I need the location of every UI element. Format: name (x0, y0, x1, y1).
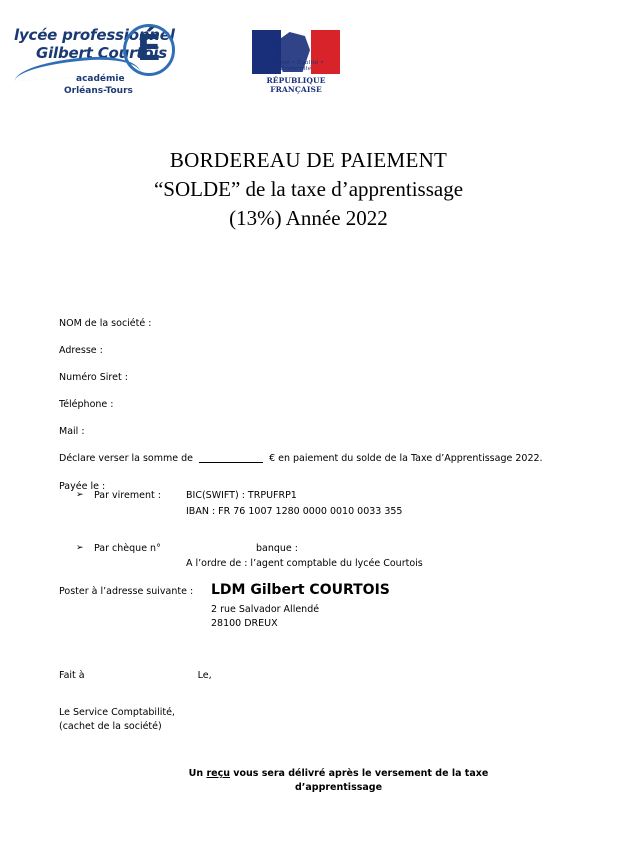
field-phone: Téléphone : (59, 399, 114, 410)
signature-service: Le Service Comptabilité, (59, 707, 175, 718)
title-line-3: (13%) Année 2022 (229, 206, 388, 230)
footer-note (0, 768, 617, 793)
field-paid-on: Payée le : (59, 481, 106, 492)
mailing-street: 2 rue Salvador Allendé (211, 604, 320, 615)
field-mail: Mail : (59, 426, 85, 437)
declare-suffix: € en paiement du solde de la Taxe d’Apprentissage 2022. (269, 453, 543, 464)
amount-blank-line[interactable] (199, 462, 263, 463)
school-logo-emblem-icon (123, 24, 175, 76)
footer-line-1 (0, 768, 617, 779)
signature-place-date (59, 670, 212, 681)
mailing-label: Poster à l’adresse suivante : (59, 586, 194, 597)
republic-label: RÉPUBLIQUE FRANÇAISE (266, 76, 326, 94)
transfer-label: Par virement : (94, 490, 161, 501)
mailing-city: 28100 DREUX (211, 618, 278, 629)
field-company-name: NOM de la société : (59, 318, 152, 329)
republic-devise: Liberté • Égalité • Fraternité (268, 60, 324, 72)
payment-transfer-row (76, 490, 423, 501)
document-title (0, 148, 617, 231)
footer-underlined-word: reçu (206, 768, 230, 779)
footer-line-2: d’apprentissage (294, 782, 383, 793)
payment-cheque-row (76, 543, 423, 554)
bullet-arrow-icon: ➢ (76, 542, 84, 553)
school-logo (14, 24, 189, 96)
academy-label-line1: académie (76, 74, 125, 84)
signature-date-label: Le, (197, 670, 212, 681)
declare-prefix: Déclare verser la somme de (59, 453, 193, 464)
cheque-bank-label: banque : (256, 542, 298, 554)
footer-prefix: Un (188, 768, 207, 779)
school-logo-line1: lycée professionnel (14, 26, 175, 44)
cheque-order-line: A l’ordre de : l’agent comptable du lycée Courtois (186, 557, 423, 569)
footer-suffix: vous sera délivré après le versement de la taxe (229, 768, 489, 779)
transfer-iban: IBAN : FR 76 1007 1280 0000 0010 0033 355 (186, 506, 403, 517)
title-line-1: BORDEREAU DE PAIEMENT (169, 148, 448, 172)
signature-place-label: Fait à (59, 670, 85, 681)
title-line-2: “SOLDE” de la taxe d’apprentissage (153, 177, 464, 201)
academy-label-line2: Orléans-Tours (64, 86, 133, 96)
field-declared-amount (59, 453, 579, 464)
mailing-recipient: LDM Gilbert COURTOIS (211, 582, 390, 598)
republique-francaise-logo (250, 30, 342, 92)
cheque-label: Par chèque n° (94, 542, 161, 554)
field-address: Adresse : (59, 345, 103, 356)
school-logo-line2: Gilbert Courtois (36, 44, 168, 62)
payment-methods (76, 490, 423, 569)
form-fields (59, 318, 579, 508)
transfer-bic: BIC(SWIFT) : TRPUFRP1 (186, 490, 297, 501)
signature-stamp: (cachet de la société) (59, 721, 162, 732)
bullet-arrow-icon: ➢ (76, 490, 84, 500)
signature-block (59, 670, 212, 732)
field-siret: Numéro Siret : (59, 372, 128, 383)
